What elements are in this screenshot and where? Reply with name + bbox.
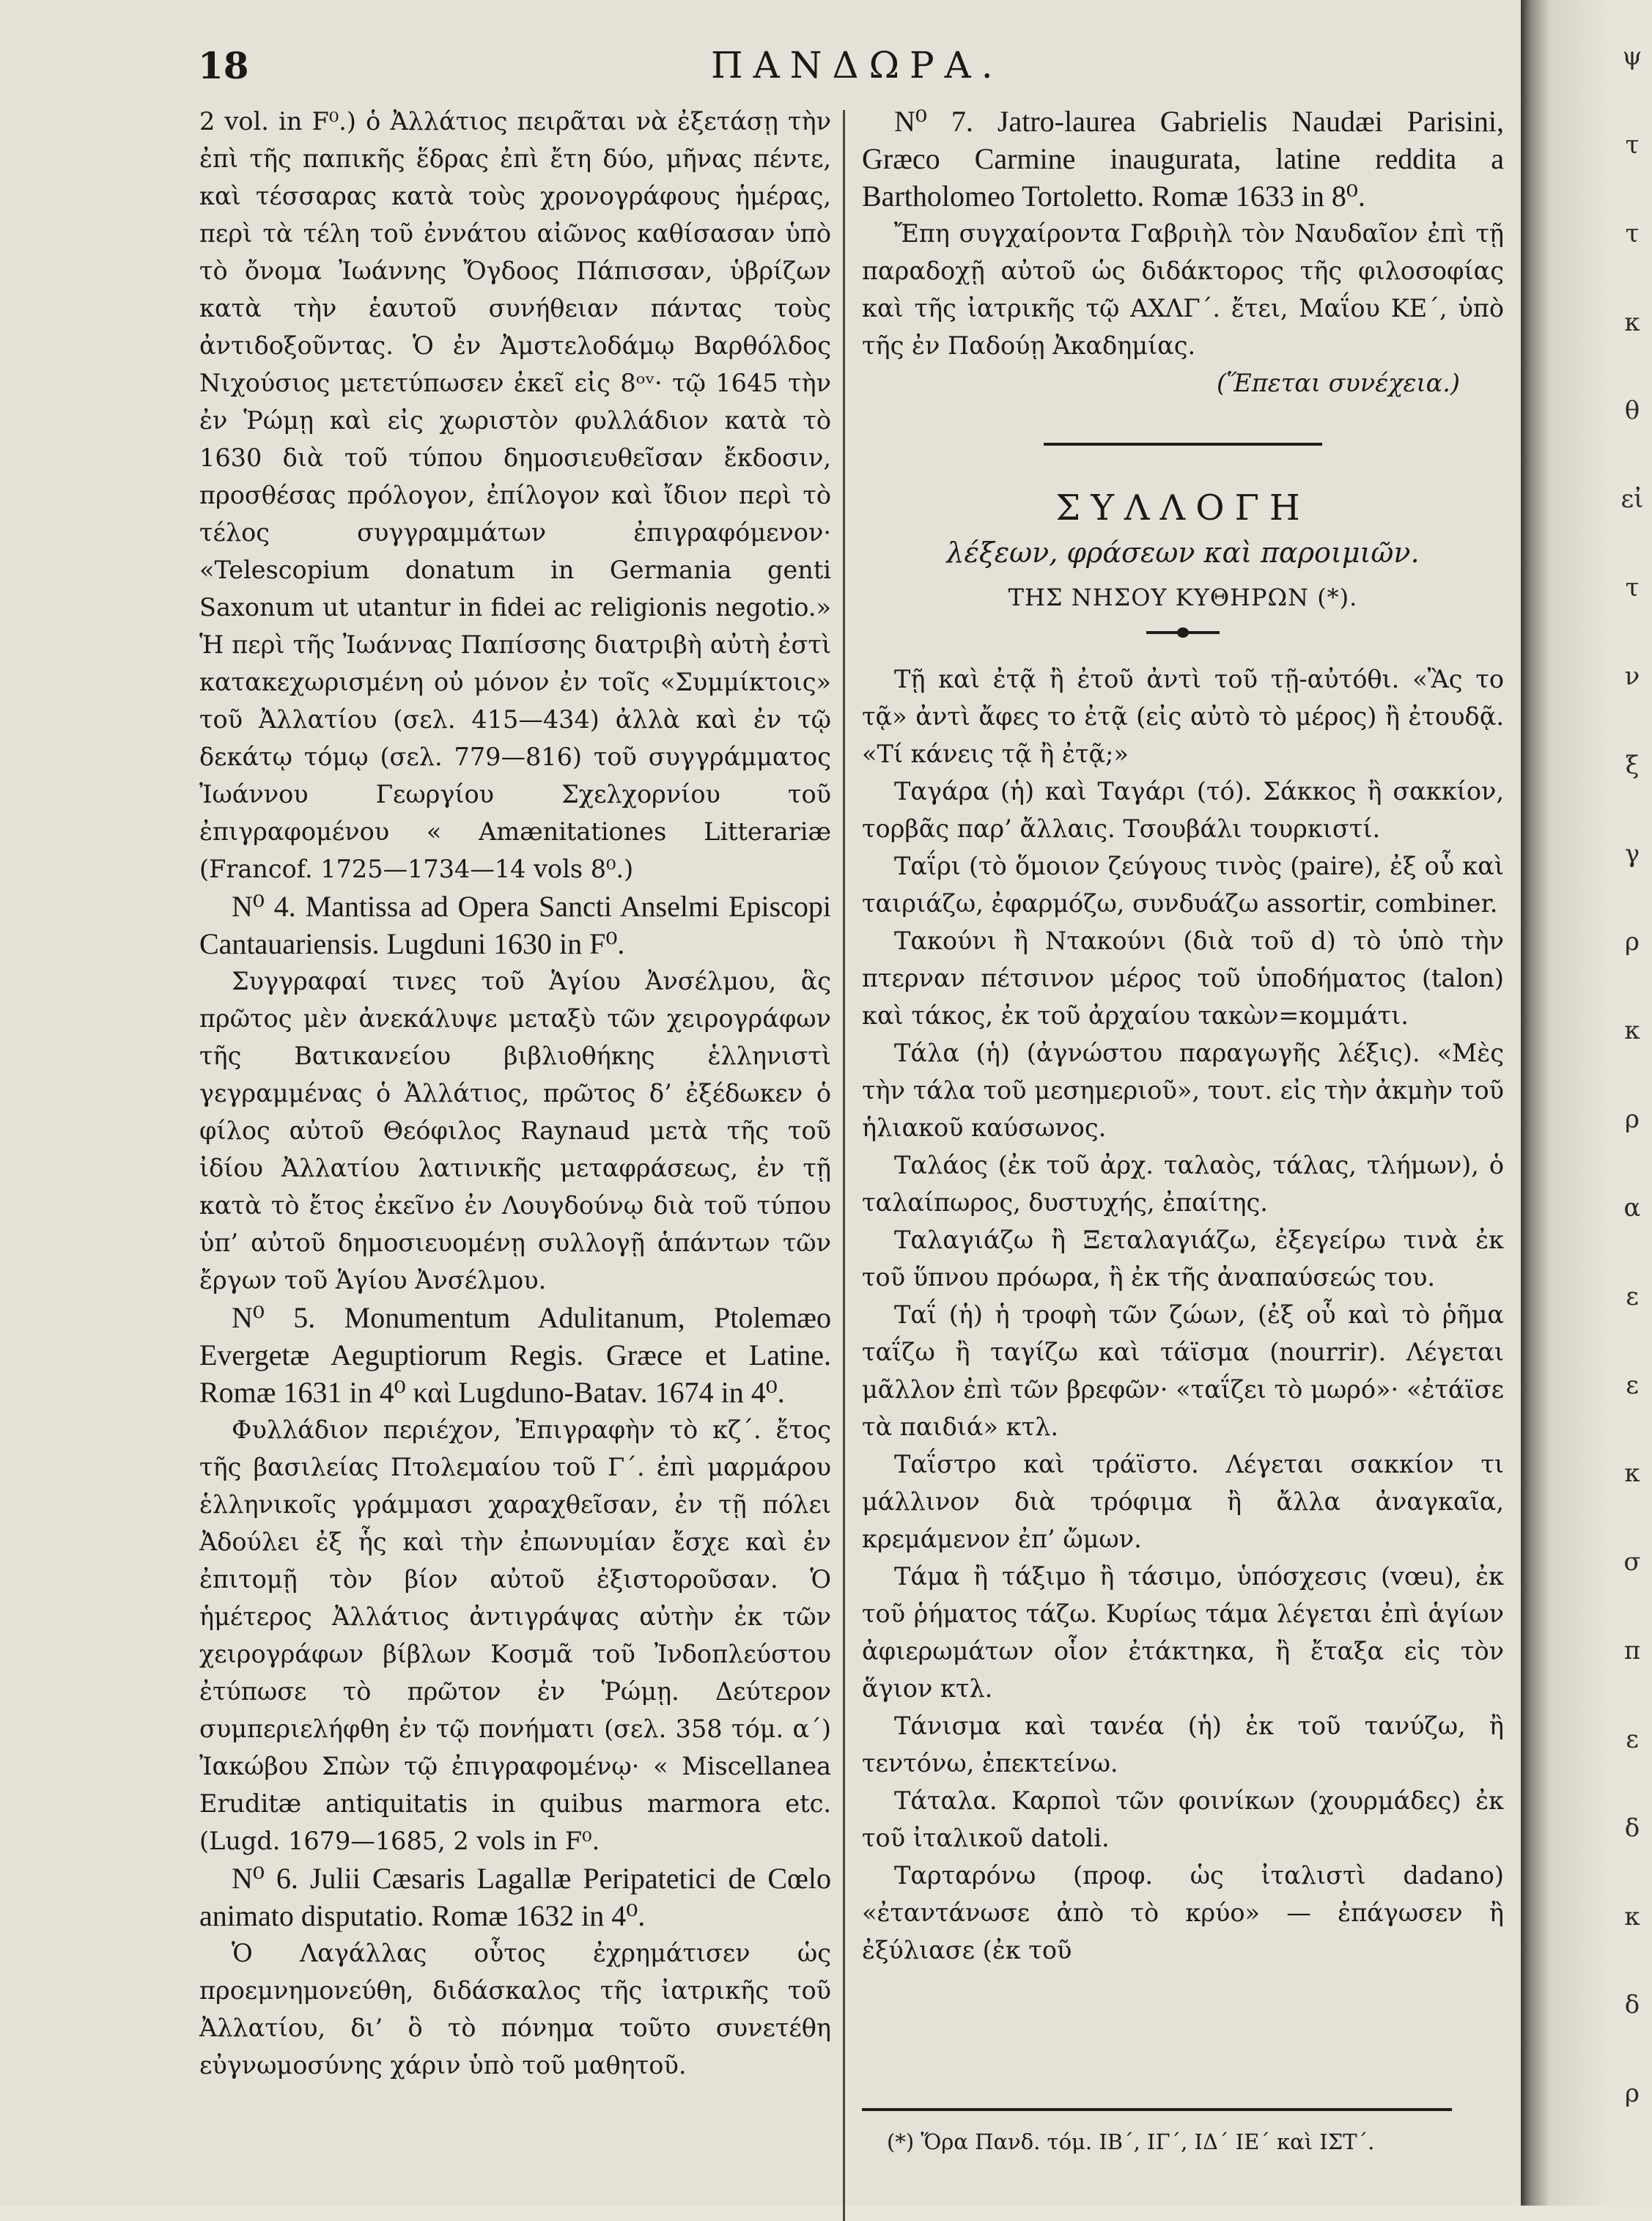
entry-text-no7: Ἔπη συγχαίροντα Γαβριὴλ τὸν Ναυδαῖον ἐπὶ τῇ παραδοχῇ αὐτοῦ ὡς διδάκτορος τῆς φιλοσοφίας καὶ τῆς ἰατρικῆς τῷ ΑΧΛΓ΄. ἔτει, Μαΐου ΚΕ΄, ὑπὸ τῆς ἐν Παδούῃ Ἀκαδημίας. (862, 219, 1504, 360)
next-page-fragment: π (1623, 1636, 1641, 1665)
next-page-fragment: κ (1624, 307, 1640, 337)
next-page-fragment: γ (1624, 839, 1640, 869)
entry-text-no4: Συγγραφαί τινες τοῦ Ἁγίου Ἀνσέλμου, ἃς πρῶτος μὲν ἀνεκάλυψε μεταξὺ τῶν χειρογράφων τῆς Βατικανείου βιβλιοθήκης ἑλληνιστὶ γεγραμμένας ὁ Ἀλλάτιος, πρῶτος δ’ ἐξέδωκεν ὁ φίλος αὐτοῦ Θεόφιλος Raynaud μετὰ τῆς τοῦ ἰδίου Ἀλλατίου λατινικῆς μεταφράσεως, ἐν τῇ κατὰ τὸ ἔτος ἐκεῖνο ἐν Λουγδούνῳ διὰ τοῦ τύπου ὑπ’ αὐτοῦ δημοσιευομένῃ συλλογῇ ἁπάντων τῶν ἔργων τοῦ Ἁγίου Ἀνσέλμου. (199, 967, 831, 1294)
next-page-fragment: ν (1624, 661, 1640, 691)
glossary-entry: Ταΐρι (τὸ ὅμοιον ζεύγους τινὸς (paire), ἐξ οὗ καὶ ταιριάζω, ἐφαρμόζω, συνδυάζω assortir, combiner. (862, 852, 1504, 918)
paragraph-intro: 2 vol. in F⁰.) ὁ Ἀλλάτιος πειρᾶται νὰ ἐξετάσῃ τὴν ἐπὶ τῆς παπικῆς ἕδρας ἐπὶ ἔτη δύο, μῆνας πέντε, καὶ τέσσαρας κατὰ τοὺς χρονογράφους ἡμέρας, περὶ τὰ τέλη τοῦ ἐννάτου αἰῶνος καθίσασαν ὑπὸ τὸ ὄνομα Ἰωάννης Ὄγδοος Πάπισσαν, ὑβρίζων κατὰ τὴν ἑαυτοῦ συνήθειαν πάντας τοὺς ἀντιδοξοῦντας. Ὁ ἐν Ἀμστελοδάμῳ Βαρθόλδος Νιχούσιος μετετύπωσεν ἐκεῖ εἰς 8ᵒᵛ· τῷ 1645 τὴν ἐν Ῥώμῃ καὶ εἰς χωριστὸν φυλλάδιον κατὰ τὸ 1630 διὰ τοῦ τύπου δημοσιευθεῖσαν ἔκδοσιν, προσθέσας πρόλογον, ἐπίλογον καὶ ἴδιον περὶ τὸ τέλος συγγραμμάτων ἐπιγραφόμενον· «Telescopium donatum in Germania genti Saxonum ut utantur in fidei ac religionis negotio.» Ἡ περὶ τῆς Ἰωάννας Παπίσσης διατριβὴ αὐτὴ ἐστὶ κατακεχωρισμένη οὐ μόνον ἐν τοῖς «Συμμίκτοις» τοῦ Ἀλλατίου (σελ. 415—434) ἀλλὰ καὶ ἐν τῷ δεκάτῳ τόμῳ (σελ. 779—816) τοῦ συγγράμματος Ἰωάννου Γεωργίου Σχελχορνίου τοῦ ἐπιγραφομένου « Amænitationes Litterariæ (Francof. 1725—1734—14 vols 8⁰.) (199, 107, 831, 883)
glossary-entry: Ταρταρόνω (προφ. ὡς ἰταλιστὶ dadano) «ἐταντάνωσε ἀπὸ τὸ κρύο» — ἐπάγωσεν ἢ ἐξύλιασε (ἐκ τοῦ (862, 1861, 1504, 1964)
section-title: ΣΥΛΛΟΓΗ (1055, 487, 1310, 528)
next-page-fragment: κ (1624, 1901, 1640, 1931)
glossary-entry: Τάμα ἢ τάξιμο ἢ τάσιμο, ὑπόσχεσις (vœu), ἐκ τοῦ ῥήματος τάζω. Κυρίως τάμα λέγεται ἐπὶ ἁγίων ἀφιερωμάτων οἷον ἐτάκτηκα, ἢ ἔταξα εἰς τὸν ἅγιον κτλ. (862, 1562, 1504, 1703)
continued-note: (Ἕπεται συνέχεια.) (1217, 369, 1460, 397)
next-page-fragment: ρ (1625, 1105, 1640, 1134)
entry-text-no5: Φυλλάδιον περιέχον, Ἐπιγραφὴν τὸ κζ΄. ἔτος τῆς βασιλείας Πτολεμαίου τοῦ Γ΄. ἐπὶ μαρμάρου ἑλληνικοῖς γράμμασι χαραχθεῖσαν, ἐν τῇ πόλει Ἀδούλει ἐξ ἧς καὶ τὴν ἐπωνυμίαν ἔσχε καὶ ἐν ἐπιτομῇ τὸν βίον αὐτοῦ ἐξιστοροῦσαν. Ὁ ἡμέτερος Ἀλλάτιος ἀντιγράψας αὐτὴν ἐκ τῶν χειρογράφων βίβλων Κοσμᾶ τοῦ Ἰνδοπλεύστου ἐτύπωσε τὸ πρῶτον ἐν Ῥώμῃ. Δεύτερον συμπεριελήφθη ἐν τῷ πονήματι (σελ. 358 τόμ. α΄) Ἰακώβου Σπὼν τῷ ἐπιγραφομένῳ· « Miscellanea Eruditæ antiquitatis in quibus marmora etc. (Lugd. 1679—1685, 2 vols in F⁰. (199, 1415, 831, 1855)
next-page-fragment: εἰ (1620, 485, 1644, 515)
glossary-entry: Τάνισμα καὶ τανέα (ἡ) ἐκ τοῦ τανύζω, ἢ τεντόνω, ἐπεκτείνω. (862, 1712, 1504, 1778)
section-divider (1044, 443, 1322, 446)
glossary-entry: Ταλάος (ἐκ τοῦ ἀρχ. ταλαὸς, τάλας, τλήμων), ὁ ταλαίπωρος, δυστυχής, ἐπαίτης. (862, 1151, 1504, 1217)
entry-title-no7: N⁰ 7. Jatro-laurea Gabrielis Naudæi Parisini, Græco Carmine inaugurata, latine reddita a Bartholomeo Tortoletto. Romæ 1633 in 8⁰. (862, 105, 1504, 213)
ornament-divider (1146, 631, 1220, 634)
running-title: ΠΑΝΔΩΡΑ. (711, 44, 1003, 86)
footnote-rule (862, 2108, 1452, 2111)
right-column (862, 103, 1504, 1969)
page-header (198, 44, 1517, 95)
next-page-fragment: τ (1625, 218, 1640, 248)
page-number: 18 (198, 44, 249, 87)
next-page-fragment: κ (1624, 1016, 1640, 1046)
glossary-entry: Ταγάρα (ἡ) καὶ Ταγάρι (τό). Σάκκος ἢ σακκίον, τορβᾶς παρ’ ἄλλαις. Τσουβάλι τουρκιστί. (862, 777, 1504, 843)
next-page-fragment: δ (1624, 1990, 1640, 2020)
next-page-fragment: ε (1626, 1370, 1639, 1400)
next-page-fragment: θ (1624, 396, 1640, 426)
entry-title-no6: N⁰ 6. Julii Cæsaris Lagallæ Peripatetici de Cœlo animato disputatio. Romæ 1632 in 4⁰. (199, 1862, 831, 1932)
glossary-entry: Τακούνι ἢ Ντακούνι (διὰ τοῦ d) τὸ ὑπὸ τὴν πτερναν πέτσινον μέρος τοῦ ὑποδήματος (talon) καὶ τάκος, ἐκ τοῦ ἀρχαίου τακὼν=κομμάτι. (862, 927, 1504, 1030)
glossary-entry: Τάλα (ἡ) (ἀγνώστου παραγωγῆς λέξις). «Μὲς τὴν τάλα τοῦ μεσημεριοῦ», τουτ. εἰς τὴν ἀκμὴν τοῦ ἡλιακοῦ καύσωνος. (862, 1039, 1504, 1142)
glossary-entry: Ταΐ (ἡ) ἡ τροφὴ τῶν ζώων, (ἐξ οὗ καὶ τὸ ῥῆμα ταΐζω ἢ ταγίζω καὶ τάϊσμα (nourrir). Λέγεται μᾶλλον ἐπὶ τῶν βρεφῶν· «ταΐζει τὸ μωρό»· «ἐτάϊσε τὰ παιδιά» κτλ. (862, 1300, 1504, 1441)
next-page-fragment: τ (1625, 130, 1640, 160)
entry-title-no5: N⁰ 5. Monumentum Adulitanum, Ptolemæo Evergetæ Aeguptiorum Regis. Græce et Latine. Romæ 1631 in 4⁰ καὶ Lugduno-Batav. 1674 in 4⁰. (199, 1301, 831, 1409)
glossary-entry: Τάταλα. Καρποὶ τῶν φοινίκων (χουρμάδες) ἐκ τοῦ ἰταλικοῦ datoli. (862, 1786, 1504, 1852)
next-page-fragment: κ (1624, 1459, 1640, 1489)
left-column (199, 103, 831, 2084)
next-page-fragment: σ (1623, 1547, 1641, 1577)
entry-text-no6: Ὁ Λαγάλλας οὗτος ἐχρημάτισεν ὡς προεμνημονεύθη, διδάσκαλος τῆς ἰατρικῆς τοῦ Ἀλλατίου, δι’ ὃ τὸ πόνημα τοῦτο συνετέθη εὐγνωμοσύνης χάριν ὑπὸ τοῦ μαθητοῦ. (199, 1939, 831, 2080)
next-page-fragment: ψ (1622, 42, 1642, 71)
next-page-fragment: δ (1624, 1813, 1640, 1843)
next-page-fragment: ρ (1625, 927, 1640, 957)
footnote: (*) Ὅρα Πανδ. τόμ. ΙΒ΄, ΙΓ΄, ΙΔ΄ ΙΕ΄ καὶ ΙΣΤ΄. (887, 2129, 1375, 2154)
next-page-fragment: ρ (1625, 2079, 1640, 2109)
glossary-entry: Τῇ καὶ ἐτᾷ ἢ ἐτοῦ ἀντὶ τοῦ τῇ-αὐτόθι. «Ἂς το τᾷ» ἀντὶ ἄφες το ἐτᾷ (εἰς αὐτὸ τὸ μέρος) ἢ ἐτουδᾷ. «Τί κάνεις τᾷ ἢ ἐτᾷ;» (862, 665, 1504, 768)
entry-title-no4: N⁰ 4. Mantissa ad Opera Sancti Anselmi Episcopi Cantauariensis. Lugduni 1630 in F⁰. (199, 890, 831, 960)
next-page-fragment: ε (1626, 1281, 1639, 1311)
glossary-entry: Ταΐστρο καὶ τράϊστο. Λέγεται σακκίον τι μάλλινον διὰ τρόφιμα ἢ ἄλλα ἀναγκαῖα, κρεμάμενον ἐπ’ ὤμων. (862, 1450, 1504, 1553)
section-subtitle: λέξεων, φράσεων καὶ παροιμιῶν. (946, 537, 1420, 569)
next-page-fragment: ε (1626, 1724, 1639, 1754)
next-page-fragment: α (1623, 1193, 1641, 1223)
next-page-fragment: ξ (1625, 750, 1640, 780)
glossary-entry: Ταλαγιάζω ἢ Ξεταλαγιάζω, ἐξεγείρω τινὰ ἐκ τοῦ ὕπνου πρόωρα, ἢ ἐκ τῆς ἀναπαύσεώς του. (862, 1226, 1504, 1292)
section-island-heading: ΤΗΣ ΝΗΣΟΥ ΚΥΘΗΡΩΝ (*). (1008, 583, 1358, 611)
column-divider (843, 110, 845, 2221)
next-page-fragment: τ (1625, 573, 1640, 603)
